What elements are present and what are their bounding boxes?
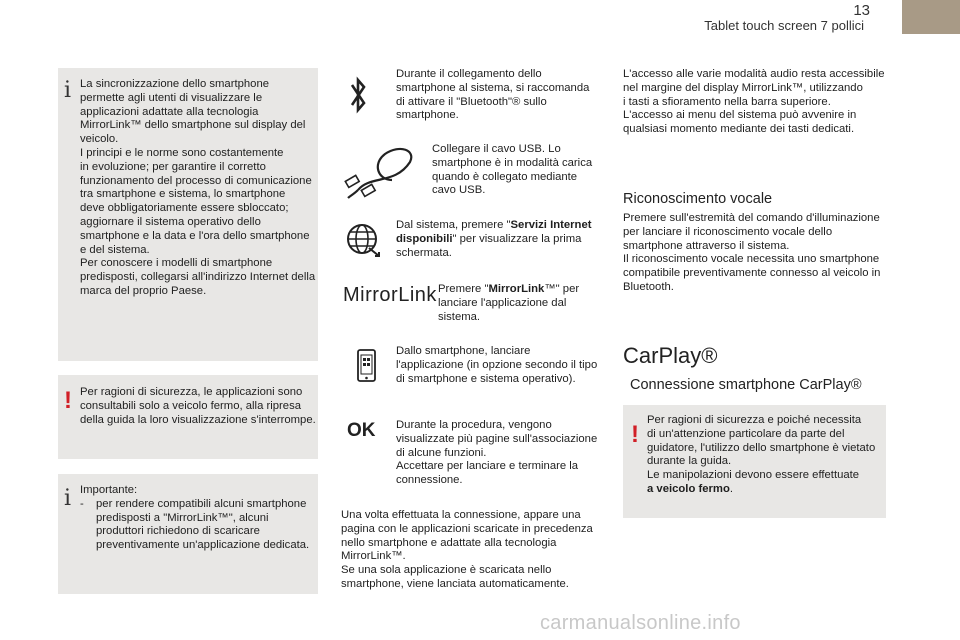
warning-icon: ! <box>631 421 639 448</box>
text-line: cavo USB. <box>432 184 486 197</box>
text-line: applicazioni adattate alla tecnologia <box>80 105 259 118</box>
text-line: i tasti a sfioramento nella barra superiore. <box>623 95 831 108</box>
text-line: smartphone è in modalità carica <box>432 156 593 169</box>
text-line: smartphone al sistema, si raccomanda <box>396 81 590 94</box>
step3-post: " per visualizzare la prima <box>452 232 582 245</box>
chapter-title: Tablet touch screen 7 pollici <box>704 18 864 33</box>
text-line: MirrorLink™ dello smartphone sul display del <box>80 119 306 132</box>
warning-box-safety <box>58 375 318 459</box>
info-icon: i <box>64 78 72 103</box>
text-line: di smartphone e sistema operativo). <box>396 372 576 385</box>
text-line: durante la guida. <box>647 455 732 468</box>
mirrorlink-logo: MirrorLink <box>343 284 437 306</box>
info-icon: i <box>64 486 72 511</box>
text-line: tra smartphone e sistema, lo smartphone <box>80 188 286 201</box>
text-line: Una volta effettuata la connessione, appare una <box>341 509 581 521</box>
text-line: aggiornare il sistema operativo dello <box>80 215 261 228</box>
step-ok-text <box>396 419 611 488</box>
text-line: marca del proprio Paese. <box>80 284 207 297</box>
chapter-tab <box>902 0 960 34</box>
text-line: Durante il collegamento dello <box>396 68 542 80</box>
text-line: e del sistema. <box>80 243 150 256</box>
step4-bold: MirrorLink <box>488 283 545 295</box>
text-line: Il riconoscimento vocale necessita uno smartphone <box>623 253 880 266</box>
step4-l2: lanciare l'applicazione dal <box>438 296 567 309</box>
text-line: funzionamento del processo di comunicazione <box>80 174 312 187</box>
step4-pre: Premere " <box>438 283 489 295</box>
text-line: Per ragioni di sicurezza, le applicazioni sono <box>80 386 303 398</box>
important-title: Importante: <box>80 484 138 496</box>
text-line: per lanciare il riconoscimento vocale dello <box>623 225 833 238</box>
text-line: di alcune funzioni. <box>396 446 487 459</box>
text-line: smartphone e la data e l'ora dello smartphone <box>80 229 310 242</box>
text-line: produttori richiedono di scaricare <box>96 525 260 538</box>
audio-access-paragraph <box>623 68 888 137</box>
warn-bold: a veicolo fermo <box>647 482 730 495</box>
step-usb-text <box>432 143 607 198</box>
ok-label: OK <box>347 420 376 441</box>
step-bluetooth-text <box>396 68 606 123</box>
text-line: Se una sola applicazione è scaricata nello <box>341 564 552 577</box>
warn-end: . <box>729 482 734 495</box>
text-line: L'accesso alle varie modalità audio resta accessibile <box>623 68 885 80</box>
text-line: MirrorLink™. <box>341 550 406 563</box>
step3-bold2: disponibili <box>396 232 453 245</box>
text-line: permette agli utenti di visualizzare le <box>80 91 263 104</box>
text-line: Durante la procedura, vengono <box>396 419 552 431</box>
text-line: di attivare il "Bluetooth"® sullo <box>396 95 547 108</box>
voice-recognition-heading: Riconoscimento vocale <box>623 191 773 207</box>
text-line: in evoluzione; per garantire il corretto <box>80 160 266 173</box>
text-line: Accettare per lanciare e terminare la <box>396 460 579 473</box>
usb-cable-icon <box>340 140 420 202</box>
text-line: connessione. <box>396 474 463 487</box>
info-box-important <box>58 474 318 594</box>
text-line: veicolo. <box>80 133 119 146</box>
warning-icon: ! <box>64 387 72 414</box>
text-line: smartphone, viene lanciata automaticamente. <box>341 577 569 590</box>
step3-bold1: Servizi Internet <box>510 219 592 231</box>
text-line: Collegare il cavo USB. Lo <box>432 143 561 155</box>
bluetooth-icon <box>348 75 368 115</box>
carplay-connection-subheading: Connessione smartphone CarPlay® <box>630 377 862 393</box>
closing-paragraph <box>341 509 611 592</box>
smartphone-icon <box>356 348 378 384</box>
step-mirrorlink-text <box>438 283 608 324</box>
step4-l3: sistema. <box>438 310 481 323</box>
step-internet-text <box>396 219 606 260</box>
text-line: compatibile preventivamente connesso al veicolo in <box>623 267 881 280</box>
voice-recognition-paragraph <box>623 212 888 295</box>
text-line: Per ragioni di sicurezza e poiché necessita <box>647 414 862 426</box>
text-line: nel margine del display MirrorLink™, utilizzando <box>623 81 863 94</box>
text-line: consultabili solo a veicolo fermo, alla ripresa <box>80 399 302 412</box>
text-line: l'applicazione (in opzione secondo il tipo <box>396 358 598 371</box>
text-line: predisposti a "MirrorLink™", alcuni <box>96 511 269 524</box>
text-line: visualizzate più pagine sull'associazione <box>396 432 598 445</box>
step3-pre: Dal sistema, premere " <box>396 219 511 231</box>
text-line: Le manipolazioni devono essere effettuate <box>647 469 860 482</box>
text-line: L'accesso ai menu del sistema può avvenire in <box>623 109 857 122</box>
text-line: Bluetooth. <box>623 280 674 293</box>
text-line: predisposti, collegarsi all'indirizzo Internet della <box>80 271 316 284</box>
text-line: quando è collegato mediante <box>432 170 578 183</box>
step4-post: ™" per <box>544 283 580 295</box>
text-line: preventivamente un'applicazione dedicata. <box>96 539 310 552</box>
page-number: 13 <box>853 2 870 19</box>
text-line: guidatore, l'utilizzo dello smartphone è vietato <box>647 441 876 454</box>
list-dash: - <box>80 497 84 510</box>
text-line: I principi e le norme sono costantemente <box>80 146 284 159</box>
text-line: Per conoscere i modelli di smartphone <box>80 257 273 270</box>
text-line: di un'attenzione particolare da parte del <box>647 427 845 440</box>
step3-last: schermata. <box>396 246 452 259</box>
step-smartphone-text <box>396 345 611 386</box>
text-line: Dallo smartphone, lanciare <box>396 345 531 357</box>
warning-box-carplay <box>623 405 886 518</box>
text-line: deve obbligatoriamente essere sbloccato; <box>80 202 289 215</box>
internet-services-icon <box>345 222 381 258</box>
text-line: smartphone attraverso il sistema. <box>623 239 790 252</box>
text-line: smartphone. <box>396 109 459 122</box>
text-line: della guida la loro visualizzazione s'interrompe. <box>80 413 316 426</box>
text-line: per rendere compatibili alcuni smartphone <box>96 497 307 510</box>
text-line: nello smartphone e adattate alla tecnologia <box>341 536 557 549</box>
text-line: pagina con le applicazioni scaricate in precedenza <box>341 522 593 535</box>
text-line: qualsiasi momento mediante dei tasti dedicati. <box>623 123 855 136</box>
info-box-mirrorlink <box>58 68 318 361</box>
text-line: La sincronizzazione dello smartphone <box>80 78 270 90</box>
carplay-heading-text: CarPlay® <box>623 343 718 368</box>
carplay-heading <box>623 343 717 369</box>
watermark: carmanualsonline.info <box>540 612 741 634</box>
text-line: Premere sull'estremità del comando d'illuminazione <box>623 212 880 224</box>
